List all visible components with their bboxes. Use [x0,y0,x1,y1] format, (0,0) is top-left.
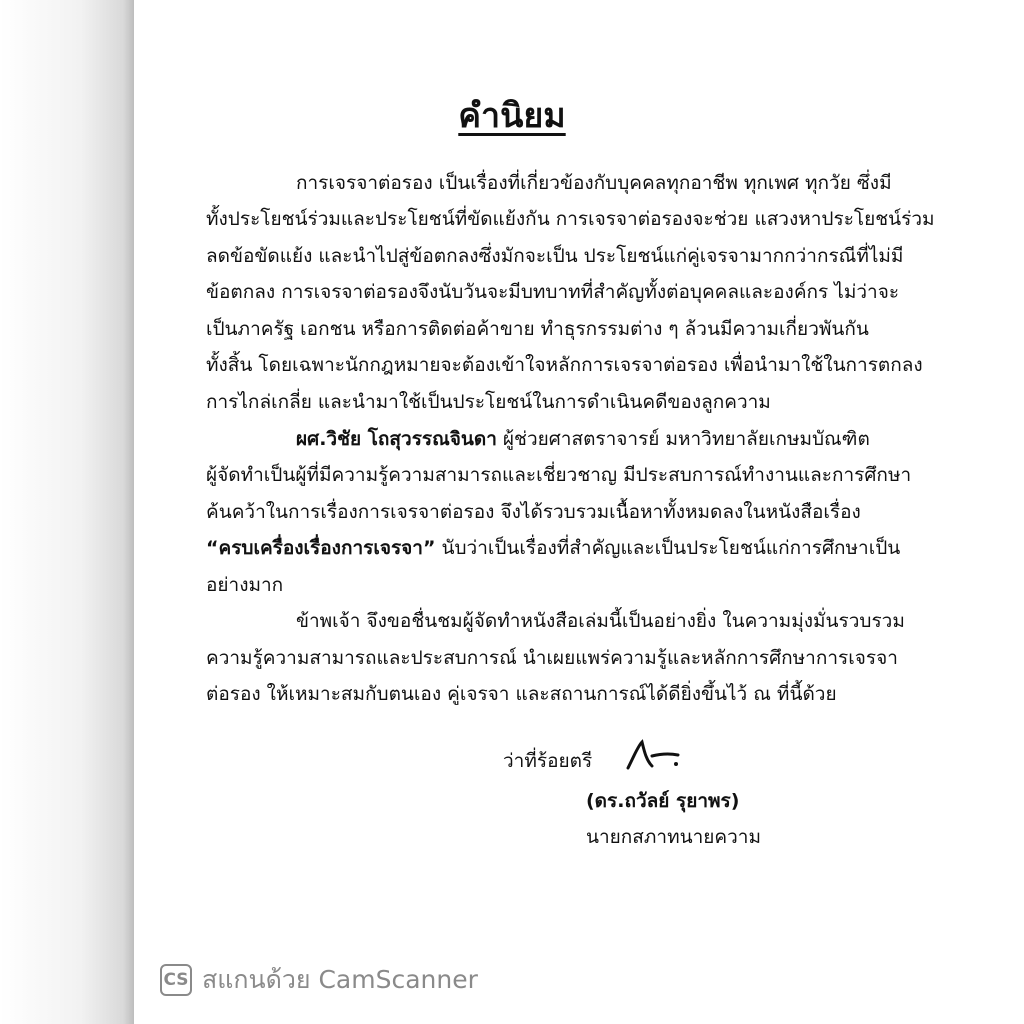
scan-page-edge [0,0,134,1024]
signature-rank: ว่าที่ร้อยตรี [503,750,593,772]
paragraph-1-line: ลดข้อขัดแย้ง และนำไปสู่ข้อตกลงซึ่งมักจะเป็น ประโยชน์แก่คู่เจรจามากกว่ากรณีที่ไม่มี [206,245,904,267]
author-name: ผศ.วิชัย โถสุวรรณจินดา [296,428,497,450]
paragraph-2-line: อย่างมาก [206,574,284,596]
paragraph-2-line [206,535,900,561]
camscanner-icon: CS [160,964,192,996]
paragraph-3-line: ความรู้ความสามารถและประสบการณ์ นำเผยแพร่ความรู้และหลักการศึกษาการเจรจา [206,647,898,669]
paragraph-2-line: ผู้จัดทำเป็นผู้ที่มีความรู้ความสามารถและเชี่ยวชาญ มีประสบการณ์ทำงานและการศึกษา [206,464,912,486]
paragraph-1-line: ทั้งประโยชน์ร่วมและประโยชน์ที่ขัดแย้งกัน การเจรจาต่อรองจะช่วย แสวงหาประโยชน์ร่วม [206,208,935,230]
paragraph-2-text: นับว่าเป็นเรื่องที่สำคัญและเป็นประโยชน์แก่การศึกษาเป็น [435,537,901,559]
handwritten-signature [622,738,682,772]
page-title: คำนิยม [458,96,566,136]
paragraph-3-line: ต่อรอง ให้เหมาะสมกับตนเอง คู่เจรจา และสถานการณ์ได้ดียิ่งขึ้นไว้ ณ ที่นี้ด้วย [206,683,837,705]
paragraph-2-line: ค้นคว้าในการเรื่องการเจรจาต่อรอง จึงได้รวบรวมเนื้อหาทั้งหมดลงในหนังสือเรื่อง [206,501,861,523]
signature-name: (ดร.ถวัลย์ รุยาพร) [586,790,740,812]
paragraph-1-line: การเจรจาต่อรอง เป็นเรื่องที่เกี่ยวข้องกับบุคคลทุกอาชีพ ทุกเพศ ทุกวัย ซึ่งมี [296,172,892,194]
camscanner-watermark [160,962,478,998]
signature-position: นายกสภาทนายความ [586,826,761,848]
paragraph-2-line [296,426,870,452]
paragraph-1-line: ทั้งสิ้น โดยเฉพาะนักกฎหมายจะต้องเข้าใจหลักการเจรจาต่อรอง เพื่อนำมาใช้ในการตกลง [206,354,923,376]
author-affiliation: ผู้ช่วยศาสตราจารย์ มหาวิทยาลัยเกษมบัณฑิต [496,428,870,450]
camscanner-text: สแกนด้วย CamScanner [202,965,478,994]
paragraph-3-line: ข้าพเจ้า จึงขอชื่นชมผู้จัดทำหนังสือเล่มนี้เป็นอย่างยิ่ง ในความมุ่งมั่นรวบรวม [296,610,905,632]
paragraph-1-line: การไกล่เกลี่ย และนำมาใช้เป็นประโยชน์ในการดำเนินคดีของลูกความ [206,391,771,413]
book-title: “ครบเครื่องเรื่องการเจรจา” [206,537,436,559]
paragraph-1-line: เป็นภาครัฐ เอกชน หรือการติดต่อค้าขาย ทำธุรกรรมต่าง ๆ ล้วนมีความเกี่ยวพันกัน [206,318,869,340]
paragraph-1-line: ข้อตกลง การเจรจาต่อรองจึงนับวันจะมีบทบาทที่สำคัญทั้งต่อบุคคลและองค์กร ไม่ว่าจะ [206,281,900,303]
